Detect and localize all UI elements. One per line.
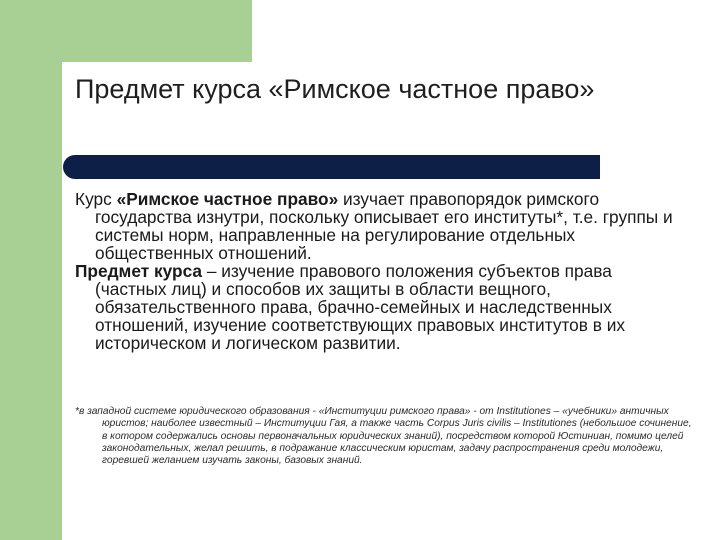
slide-body bbox=[75, 190, 675, 352]
paragraph-course bbox=[75, 190, 675, 262]
paragraph-subject-text: – изучение правового положения субъектов права (частных лиц) и способов их защиты в области вещного, обязательственного права, брачно-семейных и наследственных отношений, изучение соответствующих правовых институтов в их историческом и логическом развитии. bbox=[95, 261, 626, 353]
slide-title: Предмет курса «Римское частное право» bbox=[75, 74, 595, 104]
paragraph-course-lead: Курс bbox=[75, 189, 117, 209]
paragraph-course-text: изучает правопорядок римского государства изнутри, поскольку описывает его институты*, т.е. группы и системы норм, направленные на регулирование отдельных общественных отношений. bbox=[95, 189, 673, 263]
subject-term-bold: Предмет курса bbox=[75, 261, 203, 281]
footnote: *в западной системе юридического образования - «Институции римского права» - от Institutiones – «учебники» античных юристов; наиболее известный – Институции Гая, а также часть Corpus Juris civilis – Institutiones (небольшое сочинение, в котором содержались основы первоначальных юридических знаний), посредством которой Юстиниан, помимо целей законодательных, желал решить, в подражание классическим юристам, задачу распространения среди молодежи, горевшей желанием изучать законы, базовых знаний. bbox=[75, 406, 692, 467]
title-divider-bar bbox=[63, 155, 600, 179]
course-name-bold: «Римское частное право» bbox=[116, 189, 339, 209]
paragraph-subject bbox=[75, 262, 675, 352]
decor-green-left bbox=[0, 0, 62, 540]
